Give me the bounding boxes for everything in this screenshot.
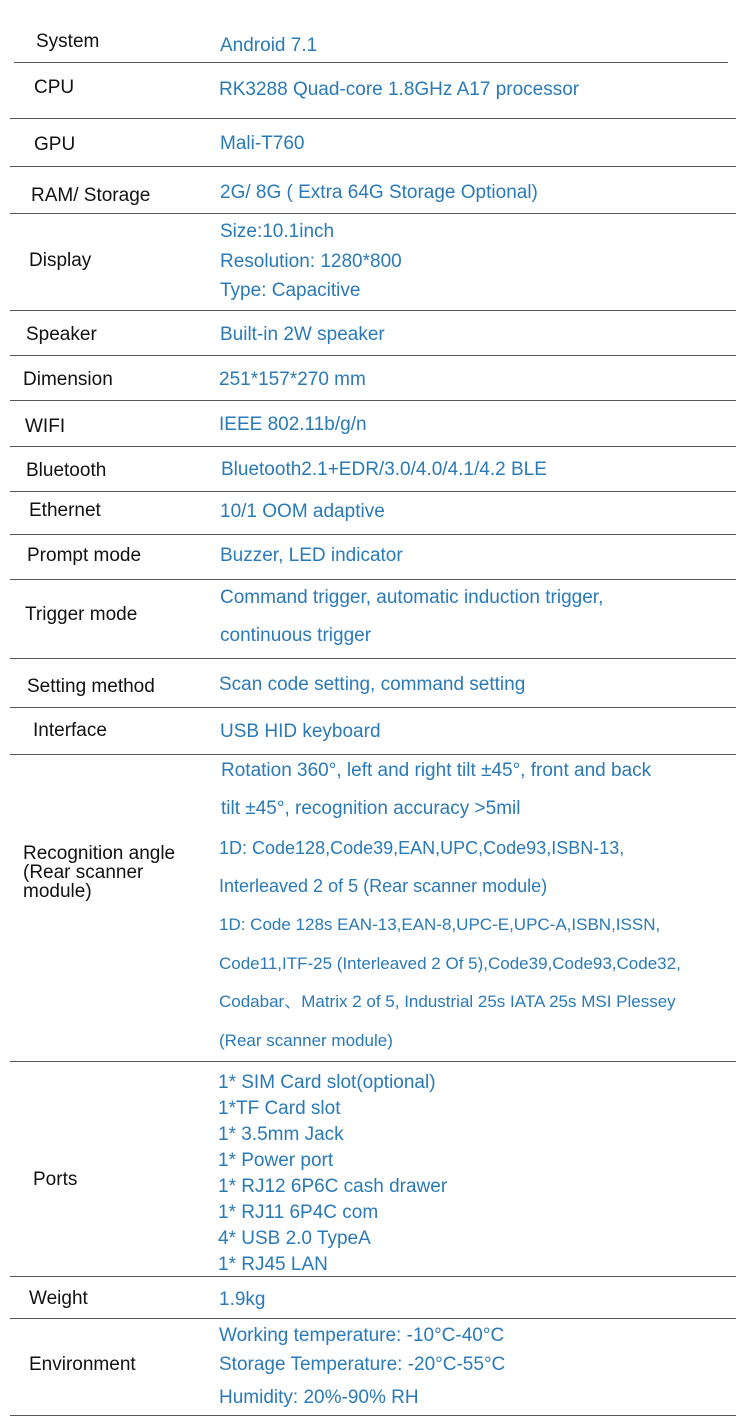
row-divider: [10, 355, 736, 356]
spec-value-setting-method: Scan code setting, command setting: [219, 674, 526, 695]
spec-label-system: System: [36, 31, 100, 52]
spec-value-bluetooth: Bluetooth2.1+EDR/3.0/4.0/4.1/4.2 BLE: [221, 459, 547, 480]
spec-label-trigger-mode: Trigger mode: [25, 604, 138, 625]
spec-label-interface: Interface: [33, 720, 107, 741]
spec-value-ram-storage: 2G/ 8G ( Extra 64G Storage Optional): [220, 182, 538, 203]
spec-label-recognition-angle-line3: module): [23, 881, 92, 902]
spec-value-wifi: IEEE 802.11b/g/n: [219, 414, 367, 435]
spec-value-system: Android 7.1: [220, 35, 318, 56]
spec-value-speaker: Built-in 2W speaker: [220, 324, 385, 345]
row-divider: [10, 491, 736, 492]
spec-value-display-size: Size:10.1inch: [220, 221, 335, 242]
row-divider: [10, 118, 736, 119]
row-divider: [10, 658, 736, 659]
port-item: 1* SIM Card slot(optional): [218, 1072, 436, 1093]
row-divider: [10, 707, 736, 708]
row-divider: [10, 1318, 736, 1319]
spec-value-ports-list: [218, 1070, 447, 1278]
spec-label-speaker: Speaker: [26, 324, 97, 345]
spec-value-humidity: Humidity: 20%-90% RH: [219, 1387, 419, 1408]
port-item: 1* RJ11 6P4C com: [218, 1202, 379, 1223]
spec-label-ethernet: Ethernet: [29, 500, 101, 521]
spec-label-weight: Weight: [29, 1288, 88, 1309]
spec-value-ethernet: 10/1 OOM adaptive: [220, 501, 385, 522]
row-divider: [10, 579, 736, 580]
row-divider: [10, 213, 736, 214]
spec-label-prompt-mode: Prompt mode: [27, 545, 142, 566]
row-divider: [10, 754, 736, 755]
port-item: 1* RJ45 LAN: [218, 1254, 328, 1275]
spec-value-recognition-line2: tilt ±45°, recognition accuracy >5mil: [221, 798, 521, 819]
spec-value-recognition-line8: (Rear scanner module): [219, 1031, 393, 1050]
spec-label-ports: Ports: [33, 1169, 78, 1190]
port-item: 1* RJ12 6P6C cash drawer: [218, 1176, 448, 1197]
spec-label-gpu: GPU: [34, 134, 76, 155]
spec-value-trigger-mode-line2: continuous trigger: [220, 625, 372, 646]
spec-label-environment: Environment: [29, 1354, 136, 1375]
port-item: 4* USB 2.0 TypeA: [218, 1228, 371, 1249]
row-divider: [10, 310, 736, 311]
spec-label-ram-storage: RAM/ Storage: [31, 185, 151, 206]
spec-label-recognition-angle: [23, 844, 175, 901]
spec-value-gpu: Mali-T760: [220, 133, 305, 154]
spec-value-recognition-line6: Code11,ITF-25 (Interleaved 2 Of 5),Code39,Code93,Code32,: [219, 954, 681, 973]
spec-value-recognition-line1: Rotation 360°, left and right tilt ±45°, front and back: [221, 760, 652, 781]
spec-value-display-resolution: Resolution: 1280*800: [220, 251, 402, 272]
spec-value-recognition-line4: Interleaved 2 of 5 (Rear scanner module): [219, 876, 548, 896]
spec-value-recognition-line5: 1D: Code 128s EAN-13,EAN-8,UPC-E,UPC-A,ISBN,ISSN,: [219, 915, 661, 934]
spec-value-trigger-mode-line1: Command trigger, automatic induction trigger,: [220, 587, 604, 608]
spec-value-interface: USB HID keyboard: [220, 721, 381, 742]
row-divider: [10, 446, 736, 447]
spec-label-dimension: Dimension: [23, 369, 113, 390]
spec-value-recognition-line7: Codabar、Matrix 2 of 5, Industrial 25s IATA 25s MSI Plessey: [219, 992, 676, 1011]
row-divider: [10, 534, 736, 535]
port-item: 1* Power port: [218, 1150, 334, 1171]
spec-label-wifi: WIFI: [25, 416, 66, 437]
row-divider: [10, 400, 736, 401]
spec-label-setting-method: Setting method: [27, 676, 155, 697]
spec-value-dimension: 251*157*270 mm: [219, 369, 366, 390]
spec-label-cpu: CPU: [34, 77, 75, 98]
spec-label-recognition-angle-line1: Recognition angle: [23, 843, 176, 864]
spec-value-storage-temperature: Storage Temperature: -20°C-55°C: [219, 1354, 506, 1375]
spec-label-display: Display: [29, 250, 92, 271]
row-divider: [14, 62, 728, 63]
spec-value-working-temperature: Working temperature: -10°C-40°C: [219, 1325, 505, 1346]
spec-value-display-type: Type: Capacitive: [220, 280, 361, 301]
spec-label-bluetooth: Bluetooth: [26, 460, 107, 481]
port-item: 1* 3.5mm Jack: [218, 1124, 344, 1145]
row-divider: [10, 1061, 736, 1062]
spec-value-prompt-mode: Buzzer, LED indicator: [220, 545, 403, 566]
spec-value-cpu: RK3288 Quad-core 1.8GHz A17 processor: [219, 79, 580, 100]
row-divider: [10, 166, 736, 167]
spec-label-recognition-angle-line2: (Rear scanner: [23, 862, 144, 883]
spec-value-weight: 1.9kg: [219, 1289, 266, 1310]
row-divider: [10, 1415, 736, 1416]
port-item: 1*TF Card slot: [218, 1098, 341, 1119]
spec-value-recognition-line3: 1D: Code128,Code39,EAN,UPC,Code93,ISBN-13,: [219, 838, 625, 858]
